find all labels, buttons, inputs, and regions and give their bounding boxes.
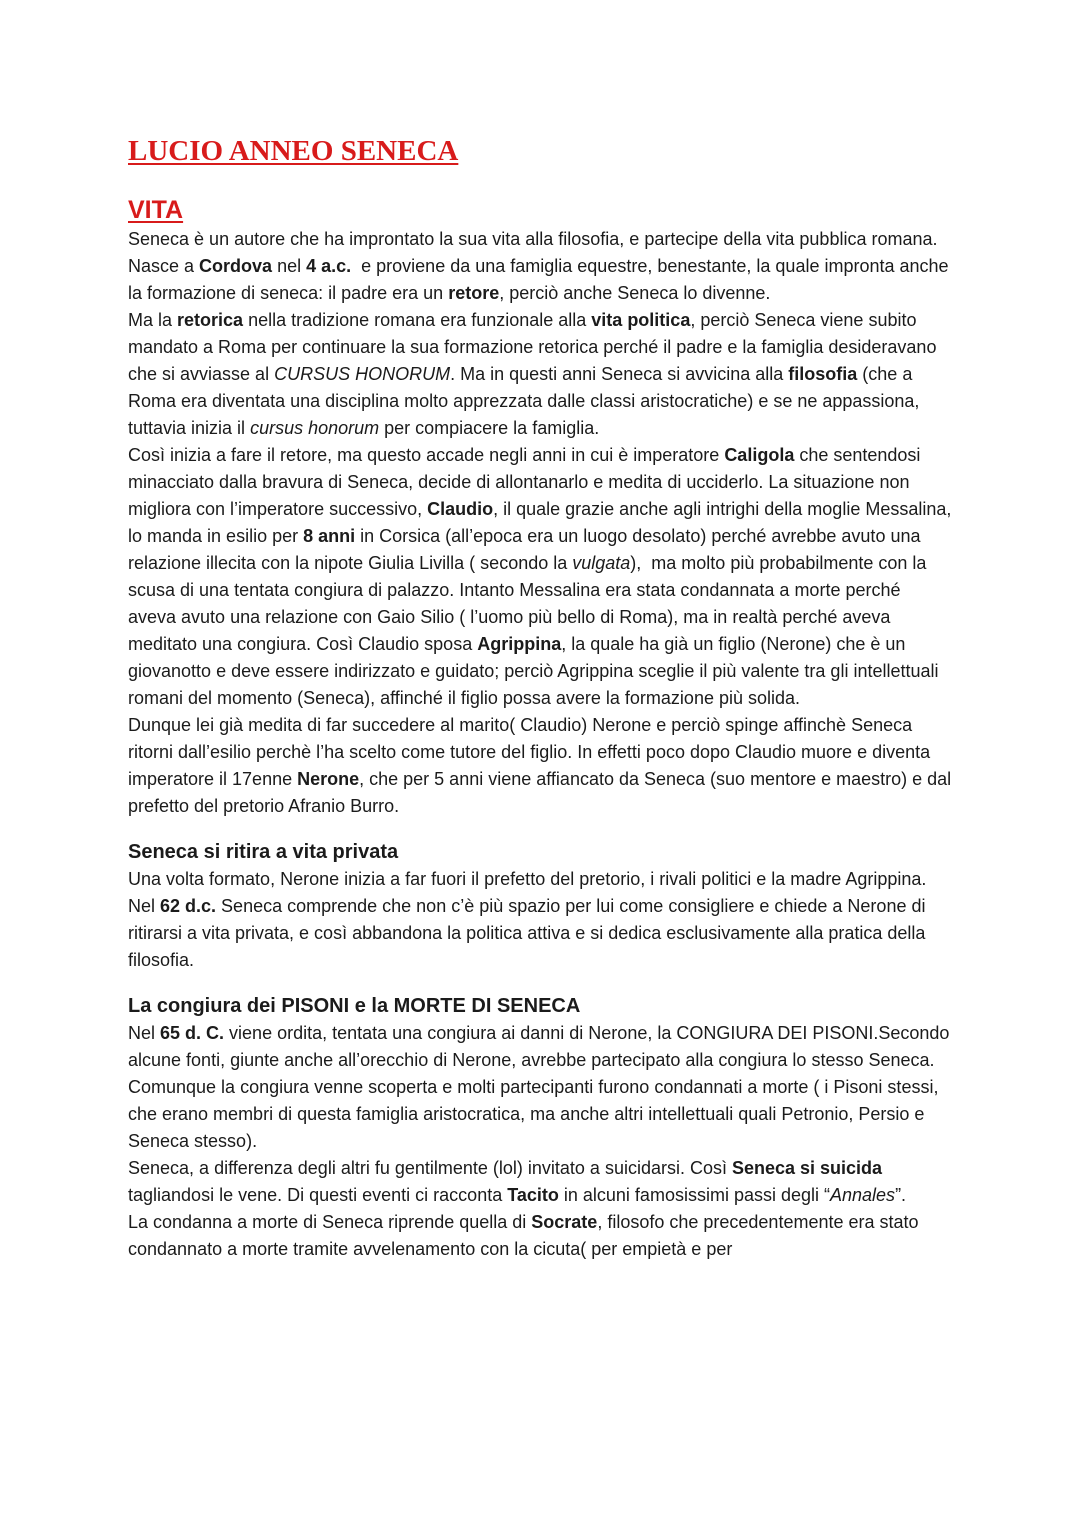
section-heading-vita: VITA (128, 196, 184, 224)
subheading-congiura: La congiura dei PISONI e la MORTE DI SENECA (128, 995, 581, 1017)
ritiro-paragraph-1: Una volta formato, Nerone inizia a far fuori il prefetto del pretorio, i rivali politici e la madre Agrippina. (128, 869, 927, 889)
ritiro-paragraph-2: Nel 62 d.c. Seneca comprende che non c’è più spazio per lui come consigliere e chiede a Nerone di ritirarsi a vita privata, e così abbandona la politica attiva e si dedica esclusivamente alla pratica della filosofia. (128, 896, 931, 970)
vita-paragraph-2: Ma la retorica nella tradizione romana era funzionale alla vita politica, perciò Seneca viene subito mandato a Roma per continuare la sua formazione retorica perché il padre e la famiglia desideravano che si avviasse al CURSUS HONORUM. Ma in questi anni Seneca si avvicina alla filosofia (che a Roma era diventata una disciplina molto apprezzata dalle classi aristocratiche) e se ne appassiona, tuttavia inizia il cursus honorum per compiacere la famiglia. (128, 310, 942, 438)
congiura-paragraph-2: Seneca, a differenza degli altri fu gentilmente (lol) invitato a suicidarsi. Così Seneca si suicida tagliandosi le vene. Di questi eventi ci racconta Tacito in alcuni famosissimi passi degli “Annales”. (128, 1158, 907, 1205)
vita-paragraph-4: Dunque lei già medita di far succedere al marito( Claudio) Nerone e perciò spinge affinchè Seneca ritorni dall’esilio perchè l’ha scelto come tutore del figlio. In effetti poco dopo Claudio muore e diventa imperatore il 17enne Nerone, che per 5 anni viene affiancato da Seneca (suo mentore e maestro) e dal prefetto del pretorio Afranio Burro. (128, 715, 957, 816)
congiura-paragraph-1: Nel 65 d. C. viene ordita, tentata una congiura ai danni di Nerone, la CONGIURA DEI PISONI.Secondo alcune fonti, giunte anche all’orecchio di Nerone, avrebbe partecipato alla congiura lo stesso Seneca. Comunque la congiura venne scoperta e molti partecipanti furono condannati a morte ( i Pisoni stessi, che erano membri di questa famiglia aristocratica, ma anche altri intellettuali quali Petronio, Persio e Seneca stesso). (128, 1023, 955, 1151)
document-title: LUCIO ANNEO SENECA (128, 135, 459, 167)
vita-paragraph-3: Così inizia a fare il retore, ma questo accade negli anni in cui è imperatore Caligola che sentendosi minacciato dalla bravura di Seneca, decide di allontanarlo e medita di ucciderlo. La situazione non migliora con l’imperatore successivo, Claudio, il quale grazie anche agli intrighi della moglie Messalina, lo manda in esilio per 8 anni in Corsica (all’epoca era un luogo desolato) perché avrebbe avuto una relazione illecita con la nipote Giulia Livilla ( secondo la vulgata), ma molto più probabilmente con la scusa di una tentata congiura di palazzo. Intanto Messalina era stata condannata a morte perché aveva avuto una relazione con Gaio Silio ( l’uomo più bello di Roma), ma in realtà perché aveva meditato una congiura. Così Claudio sposa Agrippina, la quale ha già un figlio (Nerone) che è un giovanotto e deve essere indirizzato e guidato; perciò Agrippina sceglie il più valente tra gli intellettuali romani del momento (Seneca), affinché il figlio possa avere la formazione più solida. (128, 445, 957, 708)
vita-paragraph-1: Seneca è un autore che ha improntato la sua vita alla filosofia, e partecipe della vita pubblica romana. Nasce a Cordova nel 4 a.c. e proviene da una famiglia equestre, benestante, la quale impronta anche la formazione di seneca: il padre era un retore, perciò anche Seneca lo divenne. (128, 229, 954, 303)
subheading-ritiro: Seneca si ritira a vita privata (128, 841, 399, 863)
congiura-paragraph-3: La condanna a morte di Seneca riprende quella di Socrate, filosofo che precedentemente era stato condannato a morte tramite avvelenamento con la cicuta( per empietà e per (128, 1212, 924, 1259)
